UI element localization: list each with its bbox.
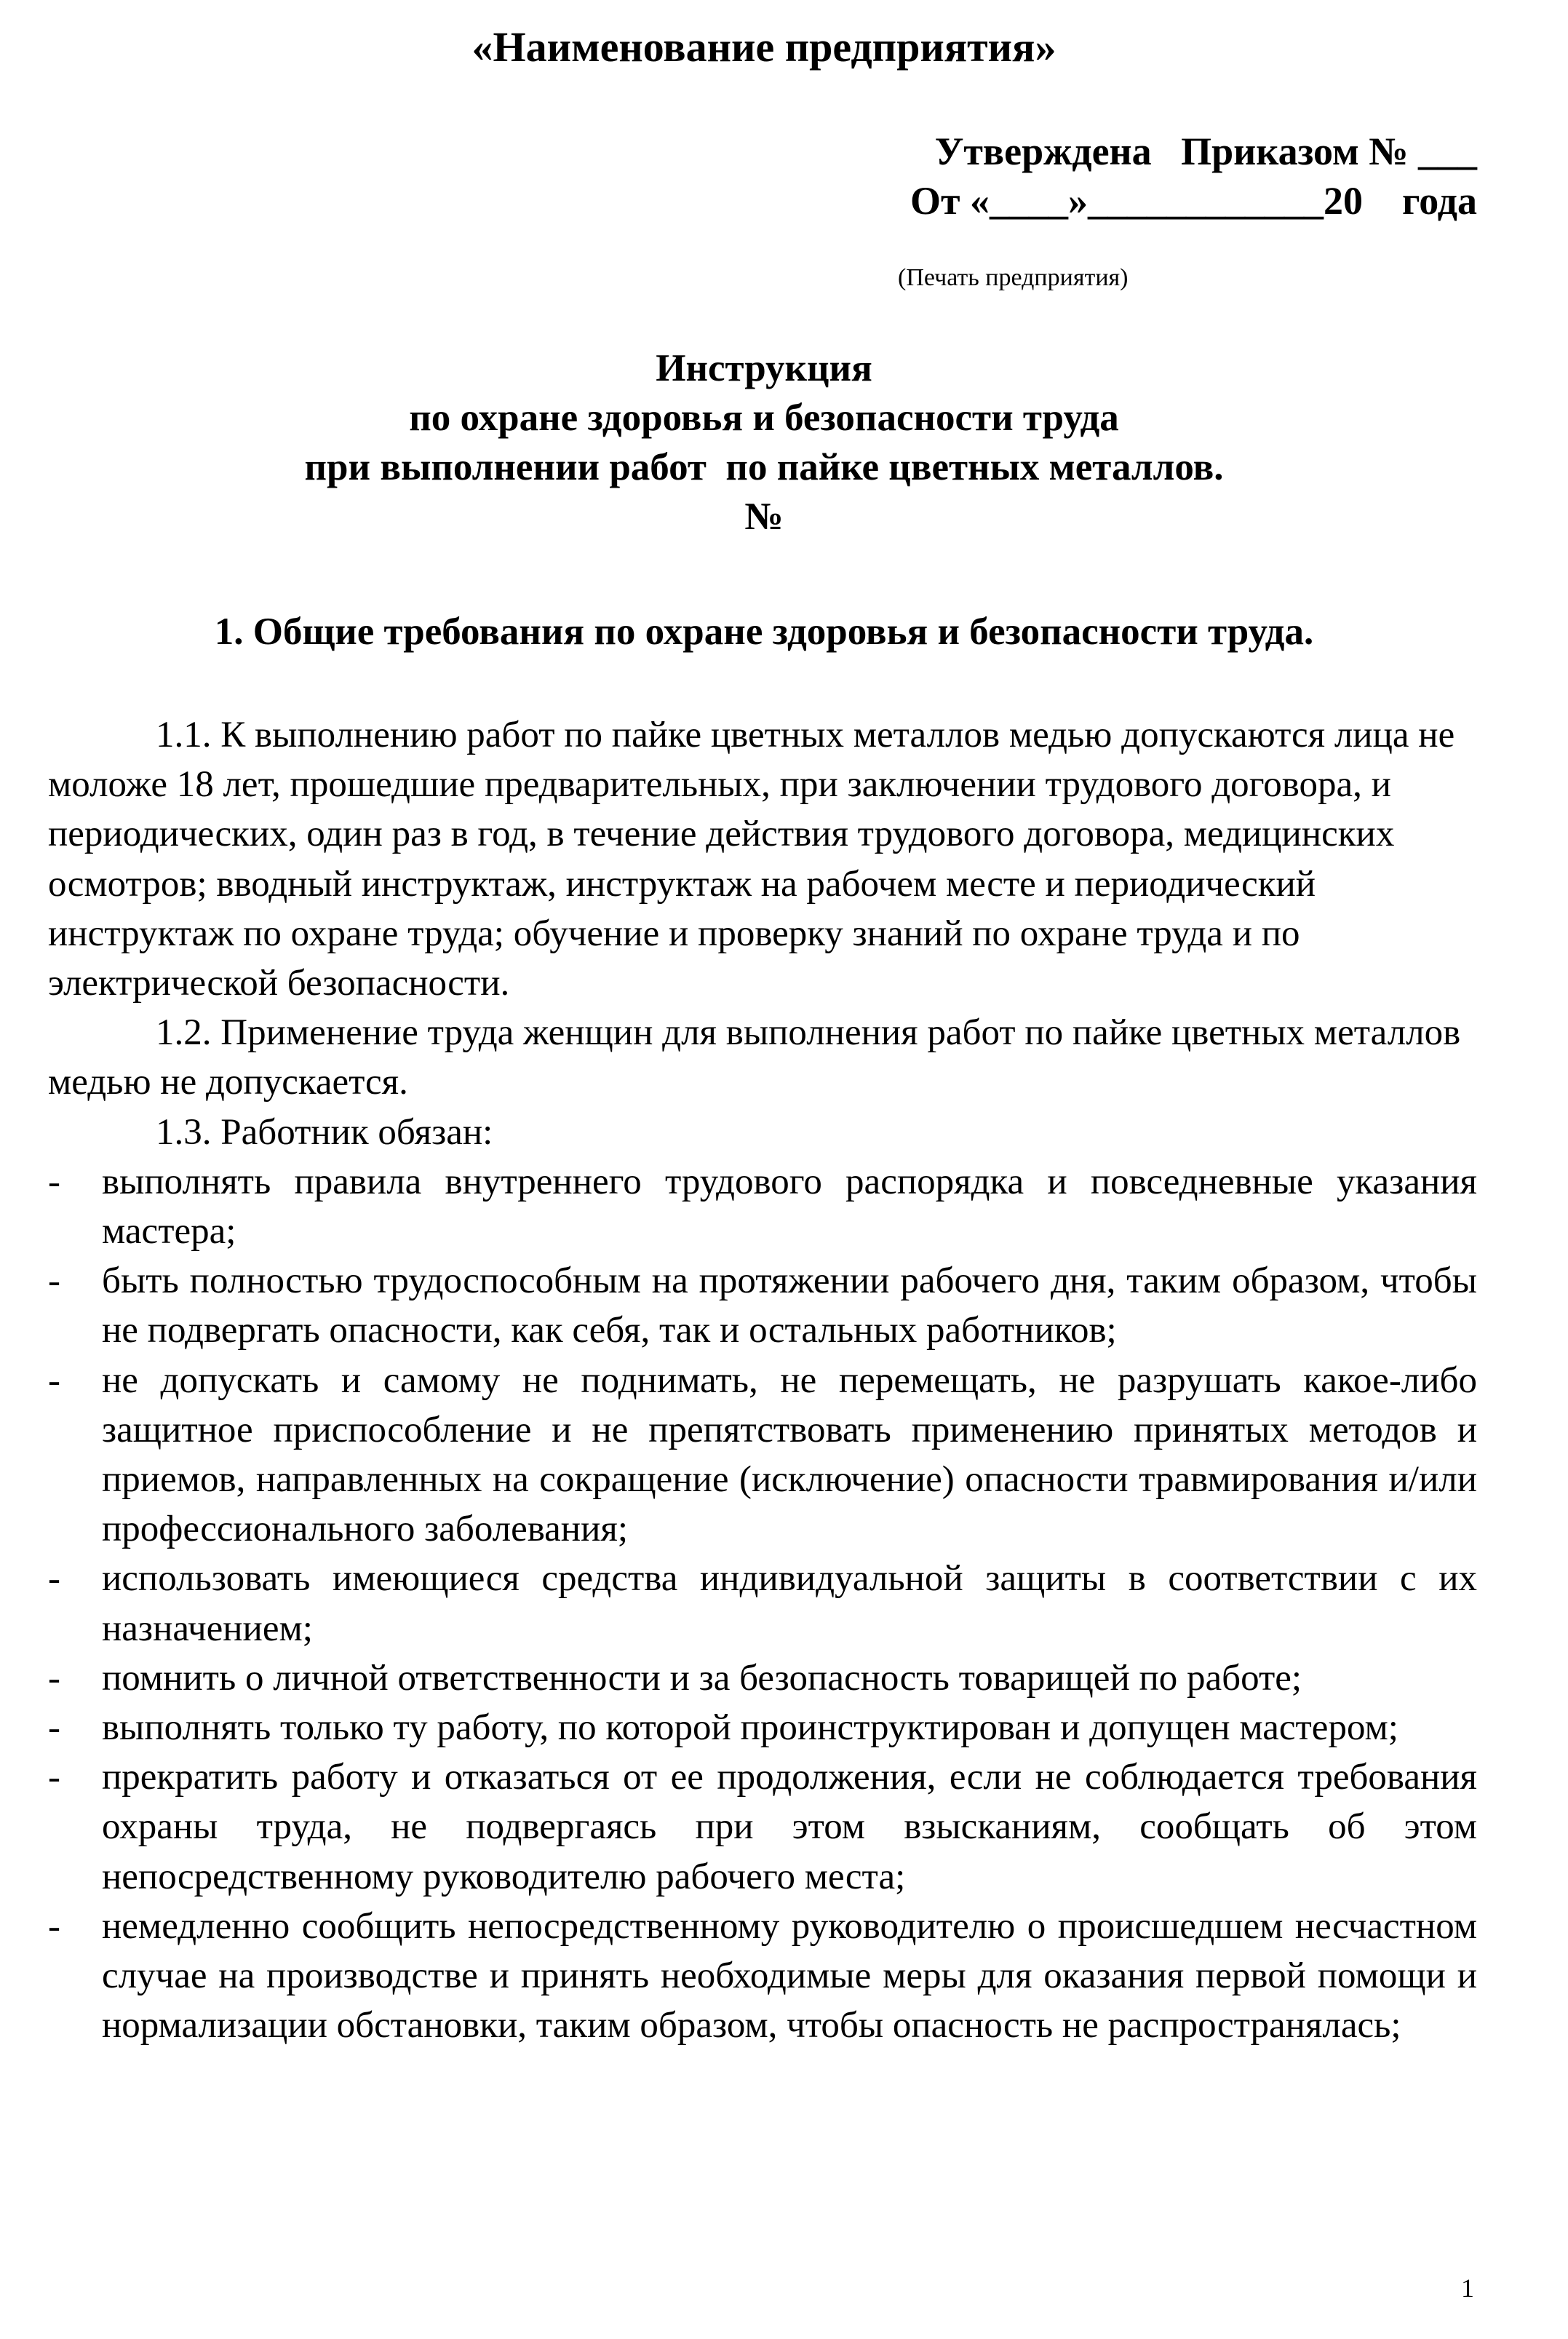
page-number: 1 [1461,2274,1474,2303]
list-dash: - [48,1558,60,1600]
duty-text: выполнять правила внутреннего трудового распорядка и повседневные указания мастера; [102,1161,1477,1252]
list-dash: - [48,1260,60,1302]
duty-text: не допускать и самому не поднимать, не перемещать, не разрушать какое-либо защитное приспособление и не препятствовать применению принятых методов и приемов, направленных на сокращение (исключение) опасности травмирования и/или профессионального заболевания; [102,1359,1477,1550]
list-dash: - [48,1657,60,1699]
section-1-body [48,710,1477,2050]
title-number: № [744,496,784,538]
list-dash: - [48,1707,60,1749]
approval-block [749,127,1477,226]
approval-order-line: Утверждена Приказом № ___ [934,130,1477,173]
duty-item [48,1554,1477,1653]
duty-text: прекратить работу и отказаться от ее продолжения, если не соблюдается требования охраны труда, не подвергаясь при этом взысканиям, сообщать об этом непосредственному руководителю рабочего места; [102,1757,1477,1897]
duty-item [48,1157,1477,1256]
paragraph-1-3: 1.3. Работник обязан: [156,1111,493,1153]
duty-text: быть полностью трудоспособным на протяжении рабочего дня, таким образом, чтобы не подвергать опасности, как себя, так и остальных работников; [102,1260,1477,1351]
duty-text: помнить о личной ответственности и за безопасность товарищей по работе; [102,1657,1302,1699]
duty-item [48,1703,1477,1752]
title-line-3: при выполнении работ по пайке цветных металлов. [304,446,1224,488]
duty-item [48,1256,1477,1355]
duties-list [48,1157,1477,2051]
duty-text: выполнять только ту работу, по которой проинструктирован и допущен мастером; [102,1707,1398,1749]
duty-item [48,1356,1477,1554]
title-line-1: Инструкция [656,347,872,389]
company-name: «Наименование предприятия» [471,23,1056,71]
paragraph-1-2: 1.2. Применение труда женщин для выполнения работ по пайке цветных металлов медью не допускается. [48,1012,1461,1103]
duty-text: немедленно сообщить непосредственному руководителю о происшедшем несчастном случае на производстве и принять необходимые меры для оказания первой помощи и нормализации обстановки, таким образом, чтобы опасность не распространялась; [102,1905,1477,2046]
list-dash: - [48,1161,60,1202]
duty-item [48,1653,1477,1703]
duty-text: использовать имеющиеся средства индивидуальной защиты в соответствии с их назначением; [102,1558,1477,1649]
duty-item [48,1752,1477,1902]
paragraph-1-1: 1.1. К выполнению работ по пайке цветных металлов медью допускаются лица не моложе 18 лет, прошедшие предварительных, при заключении трудового договора, и периодических, один раз в год, в течение действия трудового договора, медицинских осмотров; вводный инструктаж, инструктаж на рабочем месте и периодический инструктаж по охране труда; обучение и проверку знаний по охране труда и по электрической безопасности. [48,715,1455,1004]
list-dash: - [48,1905,60,1947]
stamp-note: (Печать предприятия) [898,264,1129,291]
list-dash: - [48,1757,60,1798]
list-dash: - [48,1359,60,1401]
title-line-2: по охране здоровья и безопасности труда [409,397,1119,439]
section-1-heading: 1. Общие требования по охране здоровья и безопасности труда. [214,611,1314,653]
document-title [0,343,1528,541]
approval-date-line: От «____»____________20 года [910,179,1477,223]
duty-item [48,1902,1477,2051]
